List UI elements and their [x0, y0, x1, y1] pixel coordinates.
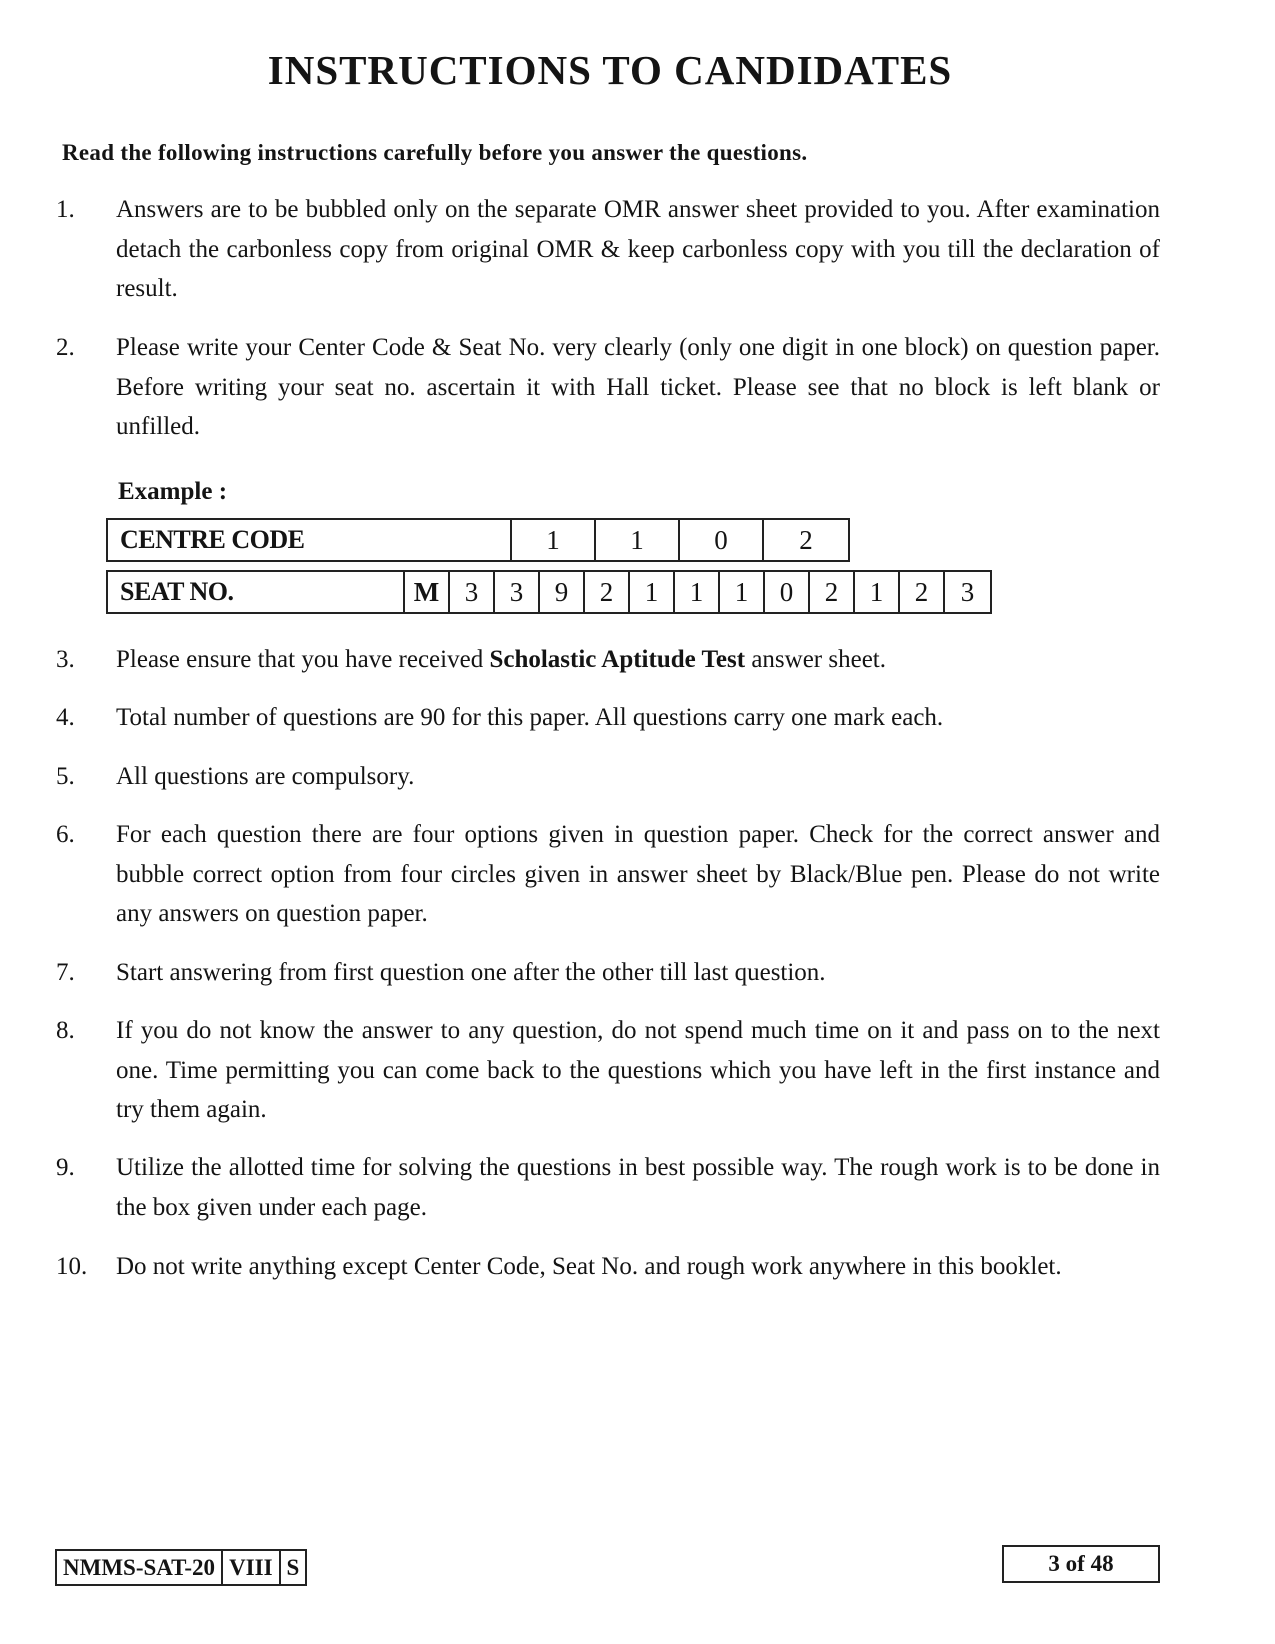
- seat-no-char: 2: [810, 572, 855, 612]
- centre-code-digit: 0: [680, 520, 764, 560]
- instruction-text: Do not write anything except Center Code, Seat No. and rough work anywhere in this booklet.: [116, 1253, 1062, 1280]
- seat-no-char: 3: [960, 576, 975, 607]
- instruction-text: Please ensure that you have received Scholastic Aptitude Test answer sheet.: [116, 646, 886, 673]
- example-label: Example :: [118, 478, 228, 505]
- seat-no-char: 1: [675, 572, 720, 612]
- seat-no-char: 1: [630, 572, 675, 612]
- instruction-text: Start answering from first question one after the other till last question.: [116, 959, 826, 986]
- instruction-number: 4.: [56, 704, 75, 731]
- seat-no-char: 1: [720, 572, 765, 612]
- instruction-text: If you do not know the answer to any question, do not spend much time on it and pass on to the next one. Time permitting you can come back to the questions which you have left in the first instance and try them again.: [116, 1017, 1160, 1123]
- paper-code-box: [55, 1549, 307, 1586]
- seat-no-char: 2: [900, 572, 945, 612]
- paper-class: VIII: [223, 1551, 280, 1584]
- instruction-number: 7.: [56, 959, 75, 986]
- instruction-item: [56, 1247, 1160, 1287]
- instruction-number: 6.: [56, 821, 75, 848]
- instruction-item: [56, 698, 1160, 738]
- instruction-number: 10.: [56, 1253, 88, 1280]
- seat-no-char: 3: [495, 572, 540, 612]
- page-number: 3 of 48: [1002, 1545, 1160, 1583]
- instruction-text: Utilize the allotted time for solving the questions in best possible way. The rough work is to be done in the box given under each page.: [116, 1154, 1160, 1221]
- instruction-item: [56, 757, 1160, 797]
- seat-no-char: 1: [855, 572, 900, 612]
- instruction-number: 2.: [56, 334, 75, 361]
- seat-no-char: 0: [765, 572, 810, 612]
- instruction-item: [56, 640, 1160, 680]
- seat-no-char: 9: [540, 572, 585, 612]
- instruction-text: All questions are compulsory.: [116, 763, 415, 790]
- instruction-item: [56, 1148, 1160, 1227]
- instruction-number: 5.: [56, 763, 75, 790]
- instruction-number: 1.: [56, 196, 75, 223]
- instruction-number: 3.: [56, 646, 75, 673]
- instruction-text: Answers are to be bubbled only on the separate OMR answer sheet provided to you. After examination detach the carbonless copy from original OMR & keep carbonless copy with you till the declaration of result.: [116, 196, 1160, 302]
- seat-no-char: 3: [450, 572, 495, 612]
- intro-text: Read the following instructions carefully before you answer the questions.: [62, 140, 808, 165]
- paper-section: S: [286, 1554, 300, 1580]
- instruction-number: 9.: [56, 1154, 75, 1181]
- seat-no-char: M: [405, 572, 450, 612]
- centre-code-label: CENTRE CODE: [108, 520, 512, 560]
- instruction-item: [56, 1011, 1160, 1130]
- seat-no-row: [106, 570, 992, 614]
- seat-no-char: 2: [585, 572, 630, 612]
- instruction-number: 8.: [56, 1017, 75, 1044]
- centre-code-digit: 1: [596, 520, 680, 560]
- paper-code: NMMS-SAT-20: [57, 1551, 223, 1584]
- instruction-text: Total number of questions are 90 for this paper. All questions carry one mark each.: [116, 704, 944, 731]
- instruction-item: [56, 953, 1160, 993]
- instruction-text: Please write your Center Code & Seat No. very clearly (only one digit in one block) on question paper. Before writing your seat no. ascertain it with Hall ticket. Please see that no block is left blank or unfilled.: [116, 334, 1160, 440]
- page-title: INSTRUCTIONS TO CANDIDATES: [267, 47, 953, 93]
- instruction-text: For each question there are four options given in question paper. Check for the correct answer and bubble correct option from four circles given in answer sheet by Black/Blue pen. Please do not write any answers on question paper.: [116, 821, 1160, 927]
- centre-code-row: [106, 518, 850, 562]
- centre-code-digit: 2: [799, 524, 813, 555]
- seat-no-label: SEAT NO.: [108, 572, 405, 612]
- instruction-item: [56, 815, 1160, 934]
- instruction-item: [56, 190, 1160, 309]
- instruction-item: [56, 328, 1160, 447]
- centre-code-digit: 1: [512, 520, 596, 560]
